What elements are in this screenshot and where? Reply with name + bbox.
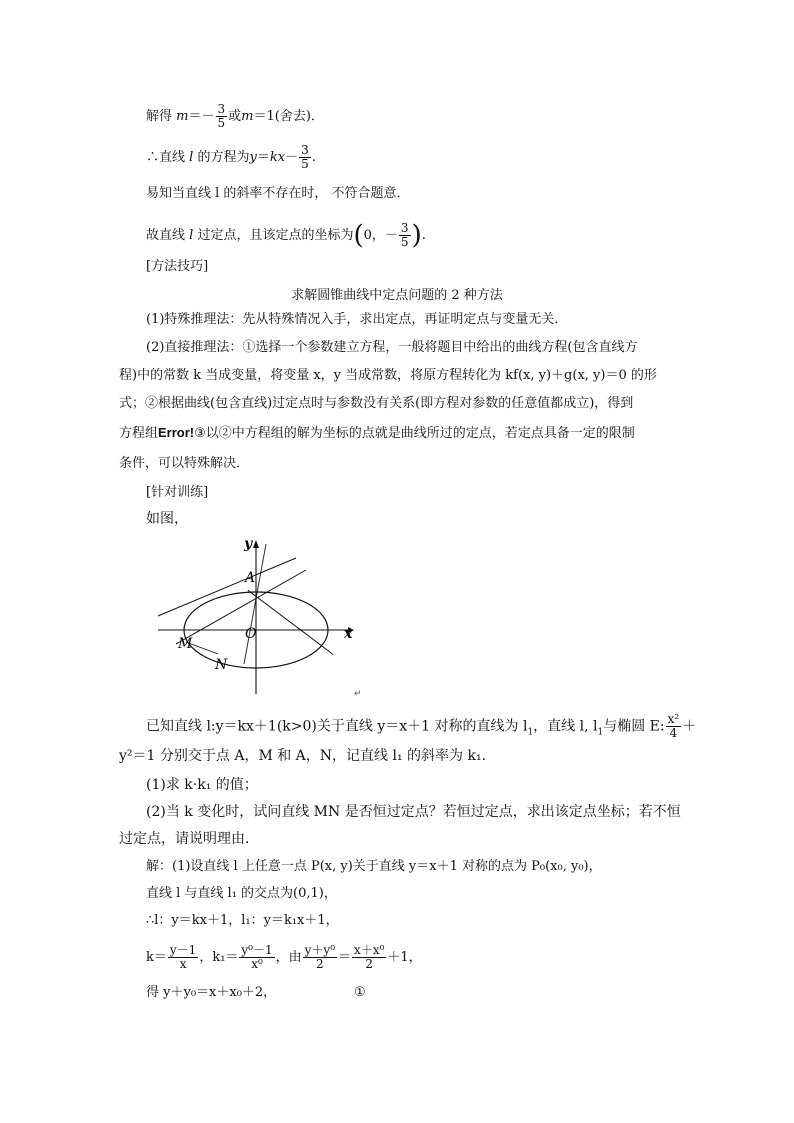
problem-statement: 已知直线 l:y＝kx＋1(k>0)关于直线 y＝x＋1 对称的直线为 $l_1$，直线 l, $l_1$与椭圆 E: $\frac{\text{x²}}{4}$ ＋ bbox=[146, 712, 697, 740]
practice-label: [针对训练] bbox=[146, 485, 209, 500]
method-tips-label: [方法技巧] bbox=[146, 259, 209, 274]
method-two-cont: 式；②根据曲线(包含直线)过定点时与参数没有关系(即方程对参数的任意值都成立)，得到 bbox=[119, 396, 634, 411]
label-y: y bbox=[244, 536, 253, 552]
solution-equation-1: 得 y＋y₀＝x＋x₀＋2， ① bbox=[146, 985, 366, 1000]
label-M: M bbox=[178, 636, 193, 652]
return-mark: ↵ bbox=[354, 689, 362, 699]
line-equation: ∴直线 l 的方程为y＝kx－ $\frac{3}{5}$ . bbox=[146, 143, 316, 171]
error-text: Error! bbox=[158, 425, 195, 440]
problem-statement-cont: y²＝1 分别交于点 A，M 和 A，N，记直线 l₁ 的斜率为 k₁. bbox=[119, 748, 487, 764]
fraction: $\frac{y-1}{x}$ bbox=[169, 943, 197, 971]
method-two: (2)直接推理法：①选择一个参数建立方程，一般将题目中给出的曲线方程(包含直线方 bbox=[146, 340, 638, 355]
line-l1 bbox=[248, 575, 333, 670]
solution-step: 直线 l 与直线 l₁ 的交点为(0,1)， bbox=[146, 886, 337, 901]
label-O: O bbox=[245, 626, 257, 642]
fraction: $\frac{\text{x²}}{4}$ bbox=[667, 712, 680, 740]
equation-number: ① bbox=[354, 985, 366, 1000]
ellipse-figure bbox=[156, 534, 376, 704]
solution-line-m: 解得 m＝－ $\frac{3}{5}$ 或m＝1(舍去)． bbox=[146, 102, 324, 130]
label-x: x bbox=[344, 626, 353, 642]
fixed-point-line: 故直线 l 过定点，且该定点的坐标为(0，－ $\frac{3}{5}$ ). bbox=[146, 220, 426, 251]
question-1: (1)求 k·k₁ 的值； bbox=[146, 777, 258, 793]
solution-fractions: k＝ $\frac{y-1}{x}$ ，k₁＝ $\frac{\text{y⁰－1}}{\text{x⁰}}$ ，由 $\frac{\text{y＋y⁰}}{2}$ ＝ $\frac{\text{x＋x⁰}}{2}$ ＋1， bbox=[146, 943, 422, 971]
solution-step: 解：(1)设直线 l 上任意一点 P(x, y)关于直线 y＝x＋1 对称的点为 P₀(x₀, y₀)， bbox=[146, 859, 602, 874]
fraction: $\frac{3}{5}$ bbox=[400, 221, 409, 249]
fraction: $\frac{3}{5}$ bbox=[217, 102, 226, 130]
slope-note: 易知当直线 l 的斜率不存在时， 不符合题意． bbox=[146, 186, 410, 201]
aux-line bbox=[244, 544, 266, 664]
fraction: $\frac{\text{y⁰－1}}{\text{x⁰}}$ bbox=[241, 943, 273, 971]
fraction: $\frac{3}{5}$ bbox=[301, 143, 309, 171]
method-one: (1)特殊推理法：先从特殊情况入手，求出定点，再证明定点与变量无关． bbox=[146, 312, 568, 327]
label-A: A bbox=[245, 570, 256, 586]
method-two-cont: 方程组Error!③以②中方程组的解为坐标的点就是曲线所过的定点，若定点具备一定的限制 bbox=[119, 425, 635, 441]
question-2-cont: 过定点，请说明理由． bbox=[119, 831, 259, 847]
y-axis-arrow bbox=[253, 540, 259, 548]
fraction: $\frac{\text{x＋x⁰}}{2}$ bbox=[354, 943, 385, 971]
solution-step: ∴l：y＝kx＋1，l₁：y＝k₁x＋1， bbox=[146, 913, 339, 928]
method-two-cont: 条件，可以特殊解决． bbox=[119, 456, 250, 471]
as-shown: 如图， bbox=[146, 511, 188, 527]
section-heading: 求解圆锥曲线中定点问题的 2 种方法 bbox=[291, 288, 503, 303]
question-2: (2)当 k 变化时，试问直线 MN 是否恒过定点？若恒过定点，求出该定点坐标；若不恒 bbox=[146, 804, 681, 820]
method-two-cont: 程)中的常数 k 当成变量，将变量 x，y 当成常数，将原方程转化为 kf(x, y)＋g(x, y)＝0 的形 bbox=[119, 368, 657, 383]
fraction: $\frac{\text{y＋y⁰}}{2}$ bbox=[304, 943, 336, 971]
label-N: N bbox=[215, 657, 228, 673]
